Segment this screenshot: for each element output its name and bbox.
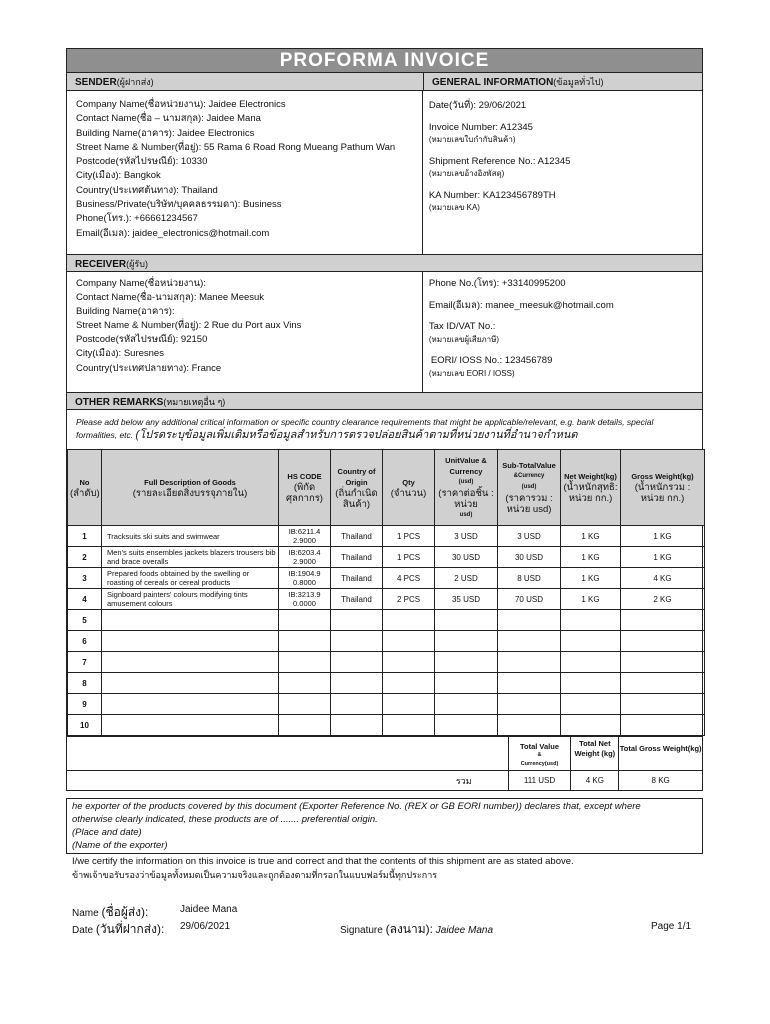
col-origin-en: Country of Origin	[337, 466, 376, 487]
col-unit-value	[435, 450, 498, 526]
cell-net-weight	[561, 715, 621, 736]
cell-hs-code: IB:1904.9 0.8000	[279, 568, 331, 589]
cell-net-weight	[561, 610, 621, 631]
declaration-line-1: he exporter of the products covered by this document (Exporter Reference No. (REX or GB EORI number)) declares that, except where	[72, 801, 641, 812]
footer-date-value: 29/06/2021	[180, 921, 231, 932]
invoice-title: PROFORMA INVOICE	[67, 49, 702, 73]
col-gross-weight-en: Gross Weight(kg)	[631, 472, 694, 481]
cell-no: 10	[68, 715, 102, 736]
receiver-phone: Phone No.(โทร): +33140995200	[428, 278, 566, 289]
cell-hs-code	[279, 631, 331, 652]
table-row	[68, 526, 705, 547]
ka-number: KA Number: KA123456789TH	[428, 189, 556, 201]
cell-subtotal	[498, 715, 561, 736]
total-gross-header: Total Gross Weight(kg)	[618, 737, 702, 770]
receiver-details	[67, 272, 423, 392]
cell-unit-value: 3 USD	[435, 526, 498, 547]
totals-row	[67, 770, 702, 790]
remarks-text	[67, 410, 702, 449]
remarks-heading-en: OTHER REMARKS	[75, 397, 164, 408]
cell-no: 6	[68, 631, 102, 652]
cell-gross-weight: 1 KG	[621, 526, 705, 547]
cell-gross-weight: 2 KG	[621, 589, 705, 610]
col-description	[102, 450, 279, 526]
sender-phone: Phone(โทร.): +66661234567	[76, 213, 198, 225]
cell-description	[102, 652, 279, 673]
sender-heading	[67, 73, 424, 90]
general-heading-th: (ข้อมูลทั่วไป)	[553, 77, 604, 87]
cell-origin	[331, 610, 383, 631]
total-value-label: Total Value	[519, 742, 560, 751]
receiver-eori: EORI/ IOSS No.: 123456789	[430, 355, 553, 366]
table-row	[68, 631, 705, 652]
cell-hs-code	[279, 610, 331, 631]
col-description-th: (รายละเอียดสิ่งบรรจุภายใน)	[132, 487, 248, 499]
cell-origin: Thailand	[331, 589, 383, 610]
cell-subtotal: 3 USD	[498, 526, 561, 547]
col-subtotal-en: Sub-TotalValue	[502, 461, 556, 470]
goods-table-body	[68, 526, 705, 736]
table-row	[68, 715, 705, 736]
cell-description	[102, 715, 279, 736]
cell-hs-code: IB:6211.4 2.9000	[279, 526, 331, 547]
receiver-building: Building Name(อาคาร):	[76, 306, 175, 318]
col-gross-weight-th: (น้ำหนักรวม : หน่วย กก.)	[634, 482, 691, 504]
cell-gross-weight: 1 KG	[621, 547, 705, 568]
total-gross-weight: 8 KG	[618, 771, 702, 790]
sender-company: Company Name(ชื่อหน่วยงาน): Jaidee Electronics	[76, 99, 286, 110]
col-hs-code	[279, 450, 331, 526]
cell-description: Tracksuits ski suits and swimwear	[102, 526, 279, 547]
cell-unit-value	[435, 610, 498, 631]
cell-unit-value	[435, 694, 498, 715]
cell-subtotal: 70 USD	[498, 589, 561, 610]
total-net-weight: 4 KG	[570, 771, 618, 790]
receiver-country: Country(ประเทศปลายทาง): France	[76, 362, 222, 374]
footer-name-label-th: (ชื่อผู้ส่ง):	[101, 905, 149, 919]
total-net-header: Total Net Weight (kg)	[570, 737, 618, 770]
cell-net-weight	[561, 694, 621, 715]
shipment-reference-th: (หมายเลขอ้างอิงพัสดุ)	[428, 169, 505, 178]
receiver-company: Company Name(ชื่อหน่วยงาน):	[76, 278, 206, 289]
col-net-weight	[561, 450, 621, 526]
receiver-tax-id-th: (หมายเลขผู้เสียภาษี)	[428, 334, 500, 344]
cell-no: 4	[68, 589, 102, 610]
signature-value: Jaidee Mana	[435, 925, 494, 936]
col-subtotal-unit: (usd)	[521, 484, 537, 490]
cell-unit-value	[435, 652, 498, 673]
totals-header	[67, 736, 702, 770]
invoice-date: Date(วันที่): 29/06/2021	[428, 100, 527, 111]
certification	[72, 855, 574, 882]
sender-heading-en: SENDER	[75, 77, 117, 88]
cell-hs-code	[279, 715, 331, 736]
cell-gross-weight	[621, 694, 705, 715]
cell-description	[102, 610, 279, 631]
cell-no: 9	[68, 694, 102, 715]
receiver-heading-en: RECEIVER	[75, 259, 127, 270]
cell-hs-code	[279, 694, 331, 715]
cell-gross-weight: 4 KG	[621, 568, 705, 589]
receiver-section	[67, 272, 702, 392]
cell-net-weight: 1 KG	[561, 589, 621, 610]
signature-label-en: Signature	[340, 925, 383, 936]
cell-origin	[331, 652, 383, 673]
remarks-heading	[67, 392, 702, 410]
ka-number-th: (หมายเลข KA)	[428, 203, 480, 212]
receiver-contact-details	[423, 272, 702, 392]
table-row	[68, 547, 705, 568]
footer-name-value: Jaidee Mana	[180, 904, 238, 915]
general-heading-en: GENERAL INFORMATION	[432, 77, 554, 88]
cell-hs-code: IB:3213.9 0.0000	[279, 589, 331, 610]
invoice-number-th: (หมายเลขใบกำกับสินค้า)	[428, 135, 516, 144]
cell-qty	[383, 715, 435, 736]
col-description-en: Full Description of Goods	[144, 477, 236, 487]
declaration-exporter-name: (Name of the exporter)	[72, 840, 168, 851]
col-no-en: No	[79, 477, 90, 487]
cell-origin	[331, 631, 383, 652]
cell-net-weight	[561, 631, 621, 652]
receiver-tax-id: Tax ID/VAT No.:	[428, 321, 496, 332]
footer-date-label-th: (วันที่ฝากส่ง):	[95, 922, 165, 936]
sender-header-bar	[67, 73, 702, 91]
signature-label-th: (ลงนาม):	[385, 922, 433, 936]
general-details	[423, 91, 702, 254]
cell-unit-value	[435, 715, 498, 736]
receiver-street: Street Name & Number(ที่อยู่): 2 Rue du Port aux Vins	[76, 320, 302, 332]
remarks-line-2-en: formalities, etc.	[76, 430, 134, 440]
cell-subtotal	[498, 610, 561, 631]
footer-name-label-en: Name	[72, 908, 99, 919]
cell-qty	[383, 631, 435, 652]
general-heading	[424, 73, 604, 90]
cell-qty: 1 PCS	[383, 547, 435, 568]
footer-date-label	[72, 920, 164, 939]
receiver-city: City(เมือง): Suresnes	[76, 348, 164, 360]
receiver-heading-th: (ผู้รับ)	[126, 259, 148, 269]
total-value-amp: &	[537, 752, 542, 758]
total-value-currency: Currency(usd)	[520, 761, 559, 767]
cell-hs-code	[279, 673, 331, 694]
declaration-line-2: otherwise clearly indicated, these products are of ....... preferential origin.	[72, 814, 378, 825]
sender-country: Country(ประเทศต้นทาง): Thailand	[76, 184, 218, 196]
totals-label: รวม	[455, 776, 472, 786]
col-unit-value-th-2: usd)	[459, 511, 473, 518]
cell-no: 2	[68, 547, 102, 568]
table-row	[68, 694, 705, 715]
cell-unit-value: 35 USD	[435, 589, 498, 610]
goods-table-header	[68, 450, 705, 526]
cell-description	[102, 631, 279, 652]
cell-subtotal: 8 USD	[498, 568, 561, 589]
cell-description: Men's suits ensembles jackets blazers trousers bib and brace overalls	[102, 547, 279, 568]
sender-building: Building Name(อาคาร): Jaidee Electronics	[76, 127, 255, 139]
table-row	[68, 673, 705, 694]
col-net-weight-en: Net Weight(kg)	[564, 472, 617, 481]
cell-origin	[331, 673, 383, 694]
cell-no: 1	[68, 526, 102, 547]
cell-net-weight	[561, 652, 621, 673]
cell-qty	[383, 673, 435, 694]
page-number: Page 1/1	[651, 921, 692, 932]
invoice-number: Invoice Number: A12345	[428, 121, 533, 133]
table-row	[68, 568, 705, 589]
col-gross-weight	[621, 450, 705, 526]
cell-no: 5	[68, 610, 102, 631]
col-origin-th: (ถิ่นกำเนิดสินค้า)	[335, 487, 378, 510]
col-subtotal-th: (ราคารวม :	[505, 493, 553, 504]
footer-date-label-en: Date	[72, 925, 94, 936]
col-qty-en: Qty	[402, 477, 415, 487]
sender-details	[67, 91, 423, 254]
col-no-th: (ลำดับ)	[70, 487, 100, 499]
cell-description	[102, 673, 279, 694]
signature	[340, 920, 493, 939]
cell-unit-value: 2 USD	[435, 568, 498, 589]
cell-subtotal	[498, 631, 561, 652]
col-hs-code-th: (พิกัดศุลกากร)	[286, 482, 323, 504]
certification-en: I/we certify the information on this invoice is true and correct and that the contents of this shipment are as stated above.	[72, 856, 574, 867]
col-no	[68, 450, 102, 526]
sender-contact: Contact Name(ชื่อ – นามสกุล): Jaidee Mana	[76, 113, 261, 125]
col-qty	[383, 450, 435, 526]
cell-net-weight	[561, 673, 621, 694]
col-qty-th: (จำนวน)	[390, 487, 427, 499]
col-unit-value-en: UnitValue & Currency	[445, 455, 487, 476]
sender-heading-th: (ผู้ฝากส่ง)	[116, 77, 154, 87]
cell-gross-weight	[621, 652, 705, 673]
cell-net-weight: 1 KG	[561, 547, 621, 568]
exporter-declaration	[66, 798, 703, 854]
sender-business: Business/Private(บริษัท/บุคคลธรรมดา): Business	[76, 199, 282, 211]
cell-net-weight: 1 KG	[561, 526, 621, 547]
receiver-contact: Contact Name(ชื่อ-นามสกุล): Manee Meesuk	[76, 292, 265, 304]
sender-email: Email(อีเมล): jaidee_electronics@hotmail.com	[76, 227, 270, 239]
cell-description	[102, 694, 279, 715]
cell-description: Prepared foods obtained by the swelling or roasting of cereals or cereal products	[102, 568, 279, 589]
cell-gross-weight	[621, 631, 705, 652]
col-subtotal	[498, 450, 561, 526]
receiver-eori-th: (หมายเลข EORI / IOSS)	[428, 368, 515, 378]
cell-hs-code: IB:6203.4 2.9000	[279, 547, 331, 568]
certification-th: ข้าพเจ้าขอรับรองว่าข้อมูลทั้งหมดเป็นความจริงและถูกต้องตามที่กรอกในแบบฟอร์มนี้ทุกประการ	[72, 869, 438, 880]
cell-unit-value: 30 USD	[435, 547, 498, 568]
declaration-place-date: (Place and date)	[72, 827, 142, 838]
cell-subtotal	[498, 694, 561, 715]
cell-hs-code	[279, 652, 331, 673]
cell-qty: 2 PCS	[383, 589, 435, 610]
receiver-heading	[67, 254, 702, 272]
remarks-line-1: Please add below any additional critical information or specific country clearance requirements that might be applicable/relevant, e.g. bank details, special	[76, 417, 654, 427]
cell-qty	[383, 694, 435, 715]
remarks-line-2-th: (โปรดระบุข้อมูลเพิ่มเติมหรือข้อมูลสำหรับการตรวจปล่อยสินค้าตามที่หน่วยงานที่อำนาจกำหนด	[135, 429, 578, 441]
cell-qty	[383, 610, 435, 631]
cell-qty: 1 PCS	[383, 526, 435, 547]
cell-gross-weight	[621, 673, 705, 694]
col-net-weight-th: (น้ำหนักสุทธิ: หน่วย กก.)	[563, 482, 618, 504]
table-row	[68, 610, 705, 631]
cell-subtotal	[498, 652, 561, 673]
sender-street: Street Name & Number(ที่อยู่): 55 Rama 6 Road Rong Mueang Pathum Wan	[76, 141, 396, 153]
goods-table	[67, 449, 705, 736]
cell-origin: Thailand	[331, 547, 383, 568]
invoice-sheet	[66, 48, 703, 791]
cell-unit-value	[435, 631, 498, 652]
cell-description: Signboard painters' colours modifying tints amusement colours	[102, 589, 279, 610]
col-subtotal-th-2: หน่วย usd)	[506, 504, 552, 515]
cell-origin: Thailand	[331, 568, 383, 589]
cell-origin	[331, 715, 383, 736]
shipment-reference: Shipment Reference No.: A12345	[428, 155, 571, 167]
total-value: 111 USD	[508, 771, 571, 790]
cell-qty	[383, 652, 435, 673]
cell-gross-weight	[621, 715, 705, 736]
cell-origin	[331, 694, 383, 715]
cell-gross-weight	[621, 610, 705, 631]
col-origin	[331, 450, 383, 526]
table-row	[68, 652, 705, 673]
table-row	[68, 589, 705, 610]
cell-subtotal: 30 USD	[498, 547, 561, 568]
remarks-heading-th: (หมายเหตุอื่น ๆ)	[163, 397, 226, 407]
sender-city: City(เมือง): Bangkok	[76, 170, 161, 182]
cell-origin: Thailand	[331, 526, 383, 547]
sender-section	[67, 91, 702, 254]
cell-no: 3	[68, 568, 102, 589]
cell-no: 7	[68, 652, 102, 673]
receiver-email: Email(อีเมล): manee_meesuk@hotmail.com	[428, 299, 614, 311]
total-value-header	[508, 737, 571, 770]
cell-qty: 4 PCS	[383, 568, 435, 589]
col-subtotal-currency: &Currency	[513, 473, 545, 479]
cell-subtotal	[498, 673, 561, 694]
col-unit-value-th: (ราคาต่อชิ้น : หน่วย	[438, 487, 494, 510]
cell-unit-value	[435, 673, 498, 694]
receiver-postcode: Postcode(รหัสไปรษณีย์): 92150	[76, 334, 208, 346]
cell-net-weight: 1 KG	[561, 568, 621, 589]
col-hs-code-en: HS CODE	[287, 472, 322, 481]
cell-no: 8	[68, 673, 102, 694]
col-unit-value-currency: (usd)	[458, 478, 474, 485]
sender-postcode: Postcode(รหัสไปรษณีย์): 10330	[76, 156, 208, 168]
